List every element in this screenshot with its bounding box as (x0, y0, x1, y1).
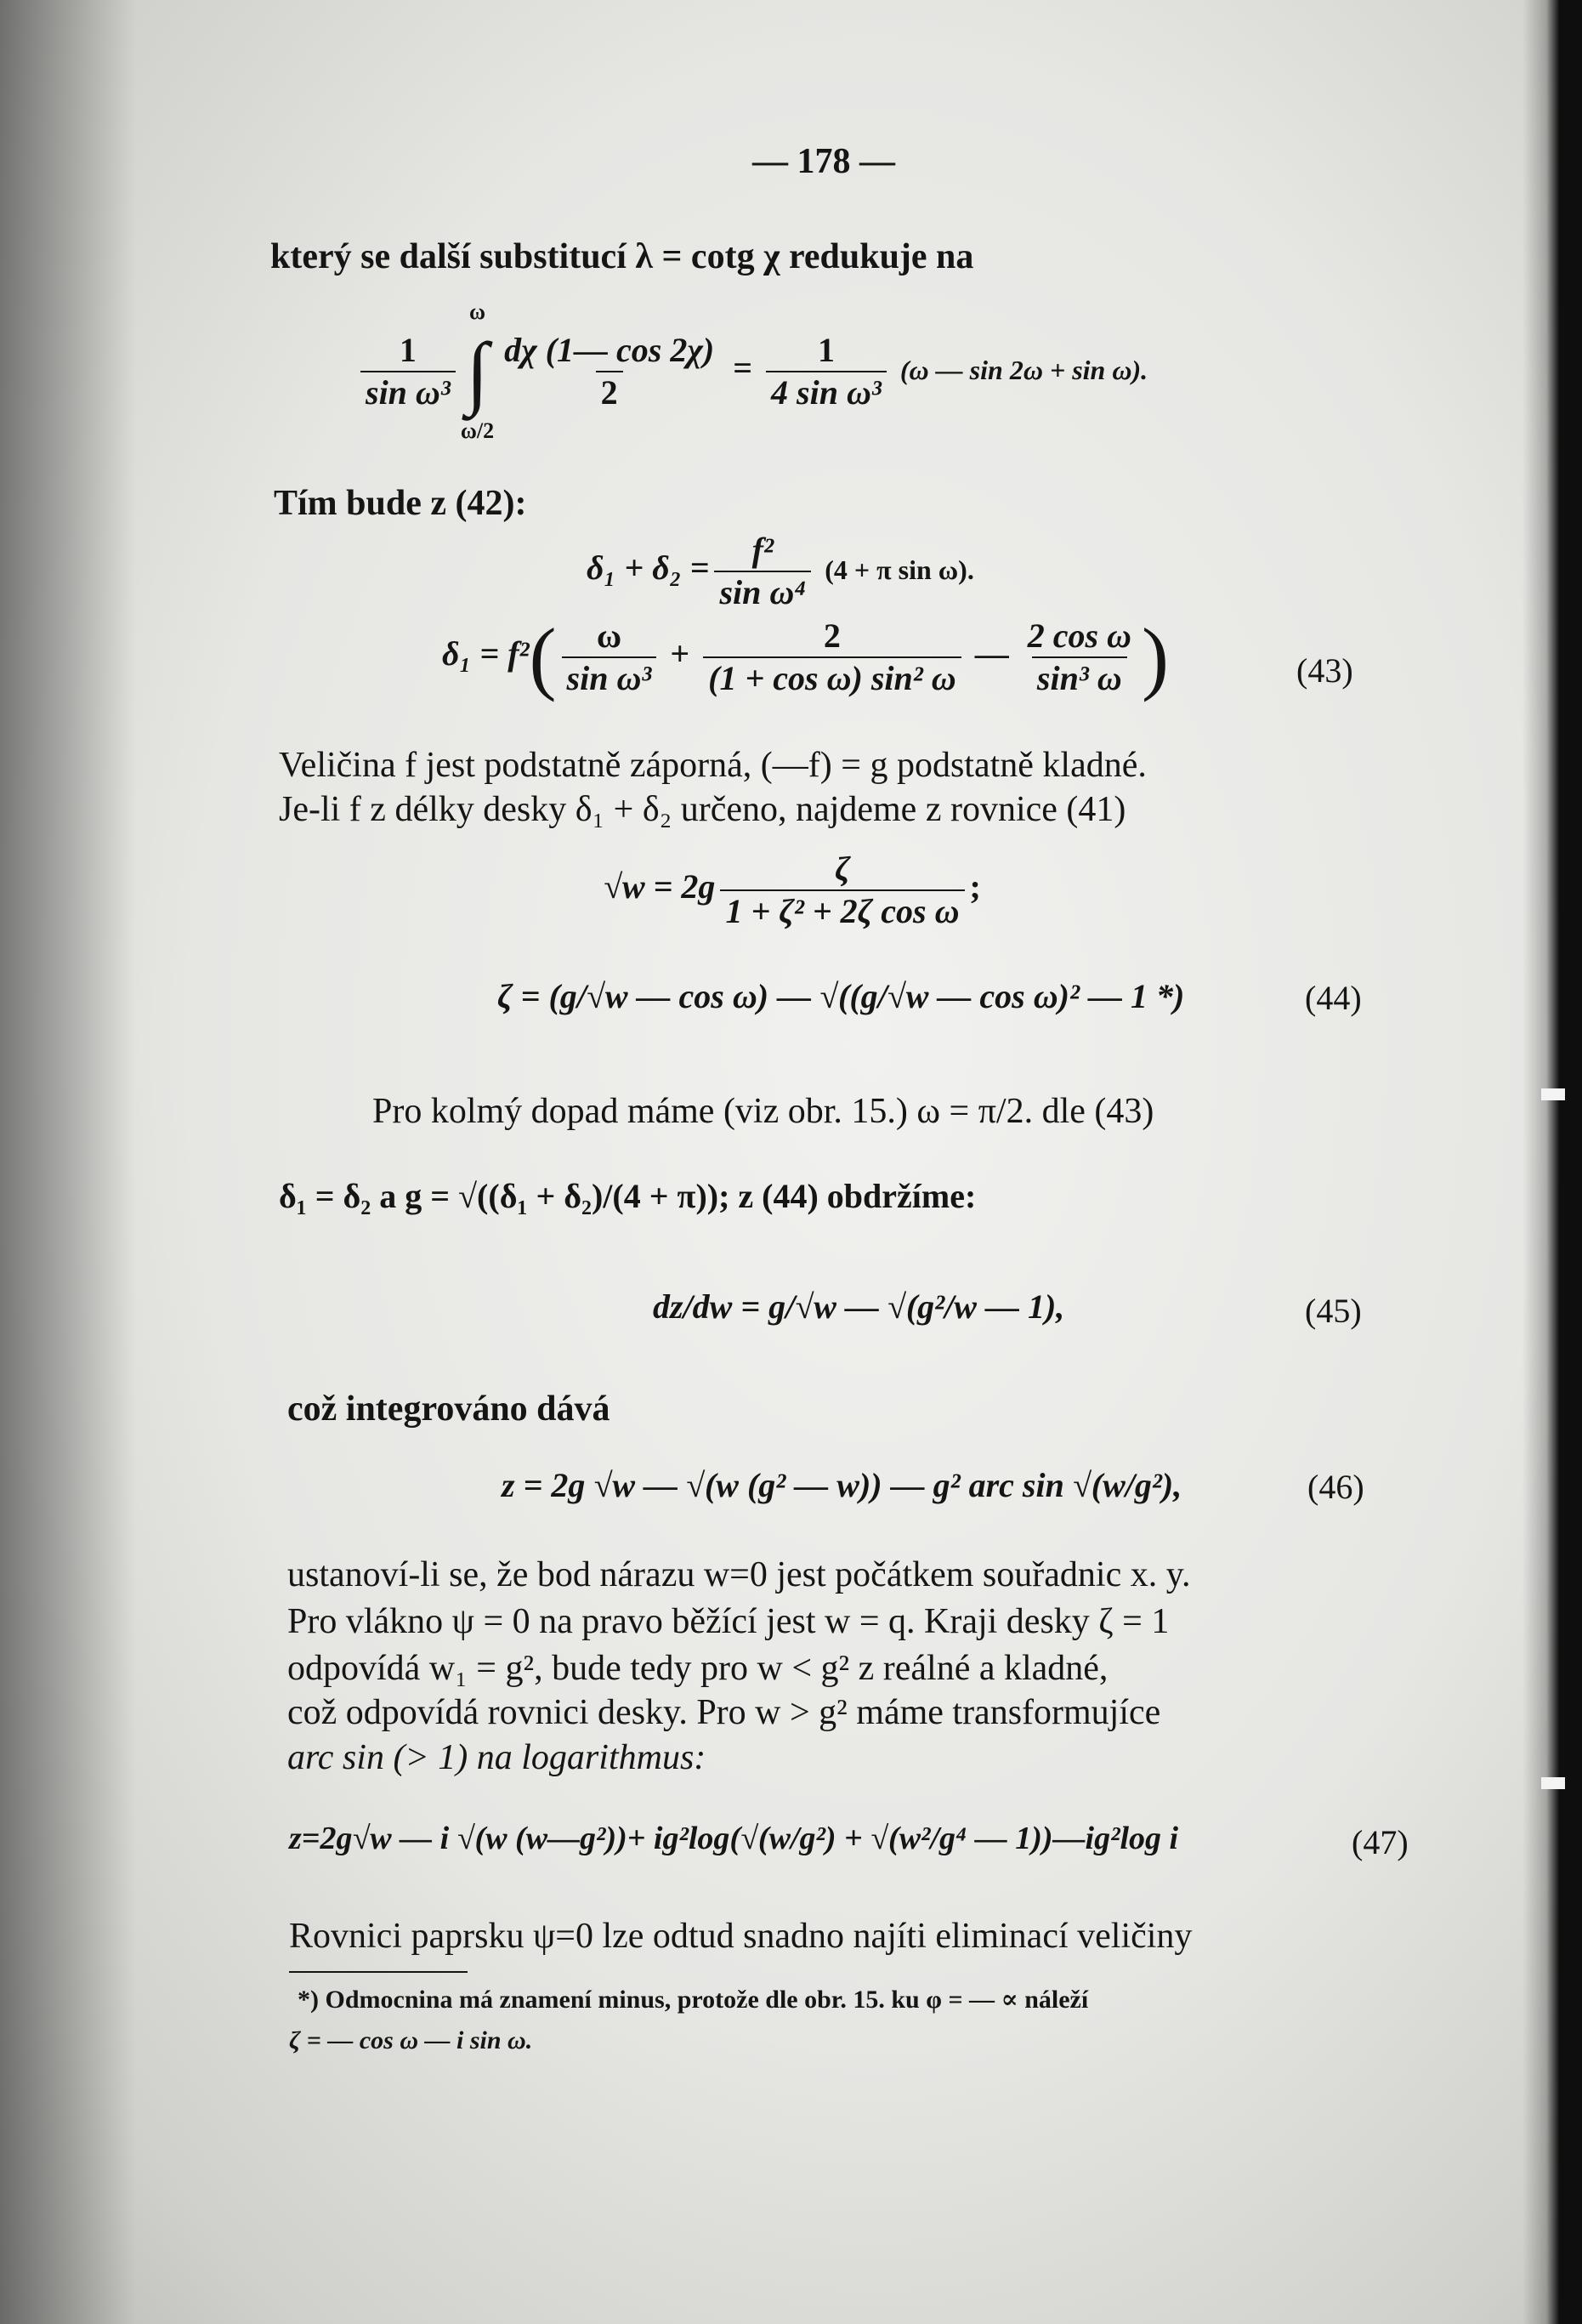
text-line: což integrováno dává (287, 1389, 610, 1429)
footnote-rule (289, 1971, 468, 1973)
text-line: Rovnici paprsku ψ=0 lze odtud snadno najíti eliminací veličiny (289, 1917, 1193, 1956)
text-line: δ₁ = δ₂ a g = √((δ₁ + δ₂)/(4 + π)); z (44) obdržíme: (279, 1177, 977, 1215)
paragraph-line: což odpovídá rovnici desky. Pro w > g² máme transformujíce (287, 1693, 1161, 1732)
integral-upper-limit: ω (468, 299, 485, 324)
text-line: Tím bude z (42): (274, 484, 527, 523)
equation-integral: $\frac{1}{\text{sin ω³}}$ ω ∫ ω/2 $\frac{d\chi (1— \cos 2\chi)}{2}$ = $\frac{1}{\text{4 sin ω³}}$ (ω — sin 2ω + sin ω). (355, 293, 1148, 450)
equation-delta-sum: δ₁ + δ₂ = $\frac{\text{f²}}{\text{sin ω⁴}}$ (4 + π sin ω). (587, 531, 974, 611)
equation-label: (43) (1296, 651, 1353, 690)
paragraph-line: Veličina f jest podstatně záporná, (—f) = g podstatně kladné. (279, 746, 1147, 785)
footnote-line: *) Odmocnina má znamení minus, protože dle obr. 15. ku φ = — ∝ náleží (298, 1986, 1089, 2014)
page-edge-mark (1541, 1777, 1565, 1789)
equation-label: (44) (1305, 979, 1362, 1017)
equation-46: z = 2g √w — √(w (g² — w)) — g² arc sin √(w/g²), (502, 1466, 1182, 1504)
equation-sqrt-w: √w = 2g $\frac{\zeta}{\text{1 + ζ² + 2ζ cos ω}}$ ; (604, 849, 981, 930)
paragraph-line: odpovídá w₁ = g², bude tedy pro w < g² z reálné a kladné, (287, 1649, 1109, 1688)
equation-label: (47) (1352, 1823, 1409, 1861)
paragraph-line: arc sin (> 1) na logarithmus: (287, 1738, 706, 1777)
text-line: Pro kolmý dopad máme (viz obr. 15.) ω = π/2. dle (43) (372, 1092, 1154, 1131)
paragraph-line: ustanoví-li se, že bod nárazu w=0 jest počátkem souřadnic x. y. (287, 1555, 1191, 1594)
integral-lower-limit: ω/2 (460, 418, 495, 443)
equation-label: (45) (1305, 1292, 1362, 1330)
equation-45: dz/dw = g/√w — √(g²/w — 1), (653, 1287, 1065, 1326)
paragraph-line: Je-li f z délky desky δ₁ + δ₂ určeno, najdeme z rovnice (41) (279, 790, 1126, 829)
text-line: který se další substitucí λ = cotg χ redukuje na (270, 237, 974, 276)
equation-label: (46) (1307, 1468, 1364, 1506)
page-number: — 178 — (752, 142, 895, 181)
page-edge-mark (1541, 1088, 1565, 1100)
equation-43: δ₁ = f²( $\frac{\omega}{\text{sin ω³}}$ + $\frac{2}{\text{(1 + cos ω) sin² ω}}$ — $\frac{\text{2 cos ω}}{\text{sin³ ω}}$ ) (442, 611, 1169, 702)
paragraph-line: Pro vlákno ψ = 0 na pravo běžící jest w = q. Kraji desky ζ = 1 (287, 1602, 1170, 1641)
footnote-line: ζ = — cos ω — i sin ω. (289, 2026, 533, 2054)
equation-44: ζ = (g/√w — cos ω) — √((g/√w — cos ω)² — 1 *) (497, 977, 1185, 1015)
equation-47: z=2g√w — i √(w (w—g²))+ ig²log(√(w/g²) + √(w²/g⁴ — 1))—ig²log i (289, 1821, 1179, 1856)
